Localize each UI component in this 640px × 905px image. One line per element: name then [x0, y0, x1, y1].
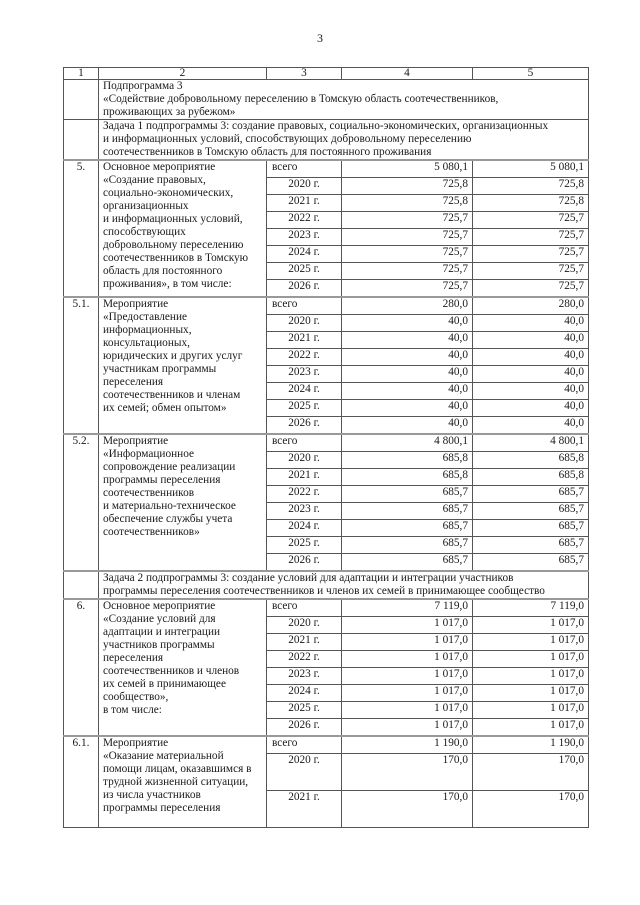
item-name-line: программы переселения — [103, 802, 221, 814]
column-header: 3 — [267, 68, 342, 80]
item-name — [99, 599, 267, 736]
column-header: 4 — [342, 68, 473, 80]
year-cell: 2024 г. — [267, 520, 342, 537]
subprogram-title-line: проживающих за рубежом» — [103, 106, 236, 118]
value-col4: 725,7 — [342, 229, 473, 246]
value-col4: 1 017,0 — [342, 685, 473, 702]
item-name-line: проживания», в том числе: — [103, 278, 232, 290]
year-cell: 2021 г. — [267, 791, 342, 828]
item-name-line: «Информационное — [103, 448, 195, 460]
item-name-line: соотечественников» — [103, 526, 200, 538]
year-cell: 2022 г. — [267, 212, 342, 229]
item-name-line: их семей; обмен опытом» — [103, 402, 227, 414]
year-cell: 2025 г. — [267, 702, 342, 719]
value-col4: 5 080,1 — [342, 160, 473, 178]
table-row — [64, 736, 589, 754]
item-name — [99, 736, 267, 828]
value-col4: 725,7 — [342, 263, 473, 280]
value-col5: 40,0 — [473, 332, 589, 349]
task2-line: программы переселения соотечественников и членов их семей в принимающее сообщество — [103, 585, 545, 597]
value-col4: 40,0 — [342, 315, 473, 332]
year-cell: 2020 г. — [267, 452, 342, 469]
value-col4: 725,7 — [342, 212, 473, 229]
value-col5: 1 017,0 — [473, 668, 589, 685]
year-cell: 2023 г. — [267, 503, 342, 520]
value-col4: 40,0 — [342, 383, 473, 400]
item-name-line: трудной жизненной ситуации, — [103, 776, 249, 788]
year-cell: 2022 г. — [267, 651, 342, 668]
item-name-line: информационных, — [103, 324, 192, 336]
value-col5: 685,8 — [473, 469, 589, 486]
value-col4: 1 017,0 — [342, 668, 473, 685]
year-cell: 2025 г. — [267, 537, 342, 554]
year-cell: 2023 г. — [267, 668, 342, 685]
item-name-line: из числа участников — [103, 789, 201, 801]
value-col5: 685,8 — [473, 452, 589, 469]
item-name-line: добровольному переселению — [103, 239, 244, 251]
value-col5: 170,0 — [473, 754, 589, 791]
item-name-line: участникам программы — [103, 363, 217, 375]
task1-line: Задача 1 подпрограммы 3: создание правовых, социально-экономических, организационных — [103, 120, 549, 132]
value-col5: 685,7 — [473, 537, 589, 554]
value-col5: 280,0 — [473, 297, 589, 315]
year-cell: 2021 г. — [267, 634, 342, 651]
item-name-line: сообщество», — [103, 691, 169, 703]
year-cell: 2026 г. — [267, 719, 342, 737]
item-name-line: Мероприятие — [103, 435, 169, 447]
item-name — [99, 434, 267, 571]
item-number: 5.1. — [64, 297, 99, 434]
item-number: 5.2. — [64, 434, 99, 571]
item-name-line: переселения — [103, 376, 164, 388]
value-col4: 1 190,0 — [342, 736, 473, 754]
subprogram-title-line: «Содействие добровольному переселению в Томскую область соотечественников, — [103, 93, 499, 105]
task1-text — [99, 120, 589, 161]
item-number: 6.1. — [64, 736, 99, 828]
value-col4: 685,7 — [342, 503, 473, 520]
item-name-line: и материально-техническое — [103, 500, 236, 512]
value-col4: 685,8 — [342, 452, 473, 469]
item-name-line: соотечественников в Томскую — [103, 252, 249, 264]
year-cell: 2020 г. — [267, 178, 342, 195]
value-col4: 170,0 — [342, 791, 473, 828]
value-col5: 7 119,0 — [473, 599, 589, 617]
task1-line: соотечественников в Томскую область для постоянного проживания — [103, 146, 432, 158]
page-number: 3 — [317, 31, 323, 45]
value-col5: 40,0 — [473, 315, 589, 332]
value-col4: 1 017,0 — [342, 651, 473, 668]
value-col4: 40,0 — [342, 366, 473, 383]
value-col5: 40,0 — [473, 417, 589, 435]
item-name — [99, 160, 267, 297]
item-name-line: «Создание правовых, — [103, 174, 206, 186]
value-col5: 40,0 — [473, 400, 589, 417]
year-cell: 2026 г. — [267, 280, 342, 298]
value-col4: 280,0 — [342, 297, 473, 315]
column-header: 5 — [473, 68, 589, 80]
task1-line: и информационных условий, способствующих добровольному переселению — [103, 133, 472, 145]
value-col5: 1 017,0 — [473, 634, 589, 651]
item-name-line: их семей в принимающее — [103, 678, 226, 690]
value-col5: 5 080,1 — [473, 160, 589, 178]
value-col4: 1 017,0 — [342, 617, 473, 634]
value-col5: 1 017,0 — [473, 617, 589, 634]
item-name-line: Основное мероприятие — [103, 161, 216, 173]
item-name-line: помощи лицам, оказавшимся в — [103, 763, 252, 775]
table-row — [64, 434, 589, 452]
item-name-line: соотечественников и членов — [103, 665, 240, 677]
item-name-line: обеспечение службы учета — [103, 513, 233, 525]
value-col5: 1 017,0 — [473, 719, 589, 737]
value-col5: 40,0 — [473, 366, 589, 383]
item-name-line: адаптации и интеграции — [103, 626, 221, 638]
value-col4: 1 017,0 — [342, 719, 473, 737]
value-col5: 725,7 — [473, 263, 589, 280]
item-number: 5. — [64, 160, 99, 297]
value-col5: 685,7 — [473, 520, 589, 537]
year-cell: всего — [267, 736, 342, 754]
item-name — [99, 297, 267, 434]
subprogram-title — [99, 80, 589, 120]
value-col4: 40,0 — [342, 400, 473, 417]
budget-table — [63, 67, 589, 828]
task2-text — [99, 571, 589, 599]
value-col4: 685,7 — [342, 554, 473, 572]
table-row — [64, 599, 589, 617]
year-cell: 2023 г. — [267, 229, 342, 246]
value-col5: 725,7 — [473, 246, 589, 263]
year-cell: всего — [267, 297, 342, 315]
item-name-line: социально-экономических, — [103, 187, 234, 199]
year-cell: 2021 г. — [267, 469, 342, 486]
item-name-line: юридических и других услуг — [103, 350, 243, 362]
column-number-header-row — [64, 68, 589, 80]
column-header: 2 — [99, 68, 267, 80]
item-name-line: в том числе: — [103, 704, 162, 716]
value-col4: 725,8 — [342, 178, 473, 195]
task2-line: Задача 2 подпрограммы 3: создание условий для адаптации и интеграции участников — [103, 572, 514, 584]
value-col4: 4 800,1 — [342, 434, 473, 452]
value-col5: 1 017,0 — [473, 651, 589, 668]
value-col5: 725,7 — [473, 212, 589, 229]
value-col5: 685,7 — [473, 503, 589, 520]
value-col4: 685,8 — [342, 469, 473, 486]
value-col4: 725,8 — [342, 195, 473, 212]
subprogram-title-line: Подпрограмма 3 — [103, 80, 183, 92]
year-cell: 2023 г. — [267, 366, 342, 383]
value-col4: 725,7 — [342, 246, 473, 263]
value-col5: 40,0 — [473, 349, 589, 366]
year-cell: 2020 г. — [267, 754, 342, 791]
item-name-line: участников программы — [103, 639, 215, 651]
year-cell: 2022 г. — [267, 486, 342, 503]
value-col4: 40,0 — [342, 417, 473, 435]
item-name-line: организационных — [103, 200, 189, 212]
year-cell: 2026 г. — [267, 554, 342, 572]
subprogram-row — [64, 80, 589, 120]
item-name-line: программы переселения — [103, 474, 221, 486]
item-number: 6. — [64, 599, 99, 736]
value-col5: 4 800,1 — [473, 434, 589, 452]
value-col4: 40,0 — [342, 349, 473, 366]
value-col4: 1 017,0 — [342, 702, 473, 719]
value-col4: 685,7 — [342, 520, 473, 537]
value-col5: 725,7 — [473, 229, 589, 246]
item-name-line: консультационых, — [103, 337, 190, 349]
year-cell: 2021 г. — [267, 195, 342, 212]
year-cell: 2021 г. — [267, 332, 342, 349]
item-name-line: соотечественников — [103, 487, 195, 499]
value-col4: 7 119,0 — [342, 599, 473, 617]
value-col4: 40,0 — [342, 332, 473, 349]
value-col5: 725,8 — [473, 195, 589, 212]
year-cell: 2020 г. — [267, 617, 342, 634]
value-col4: 725,7 — [342, 280, 473, 298]
value-col5: 1 017,0 — [473, 685, 589, 702]
value-col4: 685,7 — [342, 486, 473, 503]
empty-cell — [64, 80, 99, 120]
year-cell: 2025 г. — [267, 263, 342, 280]
value-col5: 170,0 — [473, 791, 589, 828]
item-name-line: «Создание условий для — [103, 613, 216, 625]
item-name-line: сопровождение реализации — [103, 461, 236, 473]
year-cell: 2022 г. — [267, 349, 342, 366]
empty-cell — [64, 571, 99, 599]
item-name-line: Основное мероприятие — [103, 600, 216, 612]
value-col4: 1 017,0 — [342, 634, 473, 651]
value-col5: 685,7 — [473, 554, 589, 572]
table-row — [64, 160, 589, 178]
column-header: 1 — [64, 68, 99, 80]
item-name-line: способствующих — [103, 226, 186, 238]
year-cell: всего — [267, 599, 342, 617]
item-name-line: и информационных условий, — [103, 213, 243, 225]
item-name-line: соотечественников и членам — [103, 389, 241, 401]
year-cell: всего — [267, 434, 342, 452]
value-col5: 725,7 — [473, 280, 589, 298]
year-cell: 2024 г. — [267, 246, 342, 263]
value-col4: 685,7 — [342, 537, 473, 554]
item-name-line: Мероприятие — [103, 298, 169, 310]
year-cell: 2024 г. — [267, 383, 342, 400]
item-name-line: Мероприятие — [103, 737, 169, 749]
year-cell: 2024 г. — [267, 685, 342, 702]
year-cell: 2020 г. — [267, 315, 342, 332]
task1-row — [64, 120, 589, 161]
year-cell: 2026 г. — [267, 417, 342, 435]
item-name-line: область для постоянного — [103, 265, 223, 277]
value-col5: 725,8 — [473, 178, 589, 195]
value-col4: 170,0 — [342, 754, 473, 791]
table-row — [64, 297, 589, 315]
value-col5: 1 190,0 — [473, 736, 589, 754]
item-name-line: «Предоставление — [103, 311, 188, 323]
empty-cell — [64, 120, 99, 161]
value-col5: 1 017,0 — [473, 702, 589, 719]
year-cell: всего — [267, 160, 342, 178]
item-name-line: «Оказание материальной — [103, 750, 224, 762]
item-name-line: переселения — [103, 652, 164, 664]
task2-row — [64, 571, 589, 599]
value-col5: 40,0 — [473, 383, 589, 400]
value-col5: 685,7 — [473, 486, 589, 503]
year-cell: 2025 г. — [267, 400, 342, 417]
